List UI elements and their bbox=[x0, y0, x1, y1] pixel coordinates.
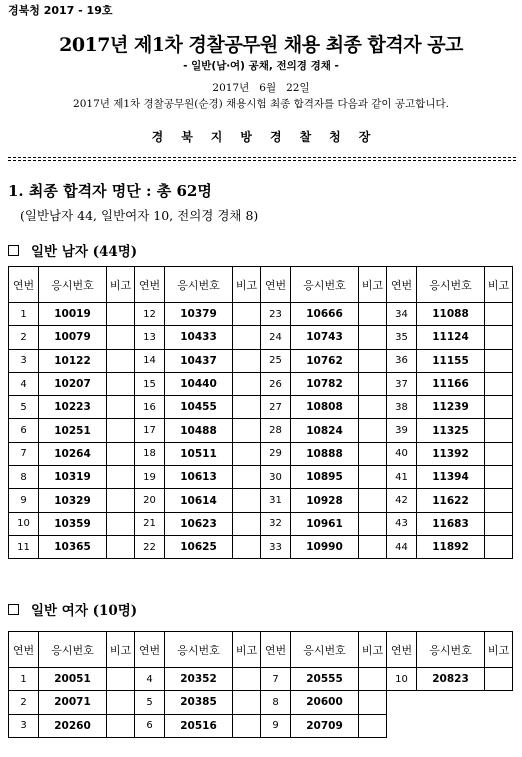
cell-note bbox=[485, 396, 513, 419]
cell-exam-no: 10455 bbox=[165, 396, 233, 419]
cell-index: 19 bbox=[135, 466, 165, 489]
cell-index: 2 bbox=[9, 326, 39, 349]
table-row bbox=[9, 668, 513, 691]
cell-exam-no: 10433 bbox=[165, 326, 233, 349]
cell-exam-no: 10928 bbox=[291, 489, 359, 512]
cell-note bbox=[359, 535, 387, 558]
cell-index: 10 bbox=[9, 512, 39, 535]
cell-exam-no: 10379 bbox=[165, 303, 233, 326]
table-header-row bbox=[9, 267, 513, 303]
male-results-table bbox=[8, 266, 513, 559]
col-header-exam-no: 응시번호 bbox=[165, 632, 233, 668]
cell-note bbox=[233, 691, 261, 714]
cell-exam-no: 11392 bbox=[417, 442, 485, 465]
cell-note bbox=[485, 489, 513, 512]
cell-index: 6 bbox=[9, 419, 39, 442]
col-header-exam-no: 응시번호 bbox=[291, 632, 359, 668]
table-row bbox=[9, 303, 513, 326]
cell-index: 16 bbox=[135, 396, 165, 419]
cell-index: 39 bbox=[387, 419, 417, 442]
square-bullet-icon bbox=[8, 245, 19, 256]
cell-exam-no: 10782 bbox=[291, 372, 359, 395]
cell-exam-no: 11622 bbox=[417, 489, 485, 512]
cell-exam-no: 10990 bbox=[291, 535, 359, 558]
cell-exam-no: 20071 bbox=[39, 691, 107, 714]
cell-exam-no: 10762 bbox=[291, 349, 359, 372]
cell-note bbox=[107, 466, 135, 489]
cell-exam-no: 10359 bbox=[39, 512, 107, 535]
group-title-female-label: 일반 여자 (10명) bbox=[31, 603, 138, 619]
cell-index: 5 bbox=[135, 691, 165, 714]
cell-exam-no: 10019 bbox=[39, 303, 107, 326]
agency-name: 경북지방경찰청장 bbox=[151, 130, 389, 144]
col-header-index: 연번 bbox=[135, 632, 165, 668]
cell-exam-no: 20516 bbox=[165, 714, 233, 737]
col-header-index: 연번 bbox=[9, 632, 39, 668]
cell-index: 22 bbox=[135, 535, 165, 558]
cell-index: 7 bbox=[261, 668, 291, 691]
cell-note bbox=[107, 714, 135, 737]
divider-line bbox=[8, 160, 516, 161]
col-header-index: 연번 bbox=[387, 632, 417, 668]
cell-exam-no: 11124 bbox=[417, 326, 485, 349]
cell-note bbox=[485, 372, 513, 395]
cell-index: 40 bbox=[387, 442, 417, 465]
cell-exam-no: 10824 bbox=[291, 419, 359, 442]
cell-note bbox=[107, 668, 135, 691]
col-header-index: 연번 bbox=[261, 632, 291, 668]
cell-exam-no: 10808 bbox=[291, 396, 359, 419]
cell-note bbox=[233, 396, 261, 419]
cell-note bbox=[107, 326, 135, 349]
cell-note bbox=[485, 349, 513, 372]
table-row bbox=[9, 535, 513, 558]
cell-note bbox=[485, 326, 513, 349]
cell-note bbox=[485, 442, 513, 465]
notice-date: 2017년 6월 22일 bbox=[212, 82, 310, 94]
cell-index: 23 bbox=[261, 303, 291, 326]
cell-note bbox=[107, 512, 135, 535]
cell-index: 8 bbox=[261, 691, 291, 714]
cell-exam-no: 20555 bbox=[291, 668, 359, 691]
cell-exam-no: 20051 bbox=[39, 668, 107, 691]
cell-index: 15 bbox=[135, 372, 165, 395]
page-subtitle: - 일반(남‧여) 공채, 전의경 경채 - bbox=[183, 60, 339, 72]
cell-exam-no: 10437 bbox=[165, 349, 233, 372]
square-bullet-icon bbox=[8, 604, 19, 615]
cell-empty bbox=[387, 714, 513, 737]
cell-note bbox=[359, 466, 387, 489]
table-header-row bbox=[9, 632, 513, 668]
cell-note bbox=[233, 466, 261, 489]
cell-note bbox=[107, 349, 135, 372]
cell-exam-no: 10895 bbox=[291, 466, 359, 489]
cell-index: 3 bbox=[9, 349, 39, 372]
cell-index: 5 bbox=[9, 396, 39, 419]
cell-exam-no: 20385 bbox=[165, 691, 233, 714]
col-header-note: 비고 bbox=[485, 267, 513, 303]
cell-index: 37 bbox=[387, 372, 417, 395]
cell-index: 28 bbox=[261, 419, 291, 442]
cell-exam-no: 10666 bbox=[291, 303, 359, 326]
cell-note bbox=[107, 691, 135, 714]
notice-text: 2017년 제1차 경찰공무원(순경) 채용시험 최종 합격자를 다음과 같이 공고합니다. bbox=[73, 98, 449, 110]
cell-exam-no: 10319 bbox=[39, 466, 107, 489]
female-results-table bbox=[8, 631, 513, 738]
cell-index: 12 bbox=[135, 303, 165, 326]
cell-note bbox=[233, 303, 261, 326]
group-title-female bbox=[8, 599, 137, 619]
section-summary: (일반남자 44, 일반여자 10, 전의경 경채 8) bbox=[20, 208, 259, 223]
cell-index: 11 bbox=[9, 535, 39, 558]
cell-index: 29 bbox=[261, 442, 291, 465]
cell-exam-no: 10440 bbox=[165, 372, 233, 395]
cell-note bbox=[359, 489, 387, 512]
cell-exam-no: 20600 bbox=[291, 691, 359, 714]
cell-index: 2 bbox=[9, 691, 39, 714]
cell-exam-no: 10207 bbox=[39, 372, 107, 395]
group-title-male-label: 일반 남자 (44명) bbox=[31, 244, 138, 260]
cell-index: 31 bbox=[261, 489, 291, 512]
cell-index: 35 bbox=[387, 326, 417, 349]
cell-exam-no: 11394 bbox=[417, 466, 485, 489]
cell-note bbox=[485, 466, 513, 489]
cell-exam-no: 11325 bbox=[417, 419, 485, 442]
cell-index: 9 bbox=[261, 714, 291, 737]
col-header-note: 비고 bbox=[107, 267, 135, 303]
col-header-index: 연번 bbox=[9, 267, 39, 303]
cell-exam-no: 10743 bbox=[291, 326, 359, 349]
cell-index: 32 bbox=[261, 512, 291, 535]
cell-exam-no: 11683 bbox=[417, 512, 485, 535]
cell-exam-no: 11239 bbox=[417, 396, 485, 419]
cell-exam-no: 11892 bbox=[417, 535, 485, 558]
cell-note bbox=[359, 326, 387, 349]
issue-number: 경북청 2017 - 19호 bbox=[8, 4, 113, 17]
cell-exam-no: 20823 bbox=[417, 668, 485, 691]
cell-exam-no: 10223 bbox=[39, 396, 107, 419]
cell-note bbox=[359, 396, 387, 419]
cell-exam-no: 10625 bbox=[165, 535, 233, 558]
cell-note bbox=[107, 396, 135, 419]
cell-index: 33 bbox=[261, 535, 291, 558]
col-header-note: 비고 bbox=[485, 632, 513, 668]
col-header-index: 연번 bbox=[387, 267, 417, 303]
cell-exam-no: 10623 bbox=[165, 512, 233, 535]
cell-index: 30 bbox=[261, 466, 291, 489]
table-row bbox=[9, 326, 513, 349]
cell-index: 25 bbox=[261, 349, 291, 372]
group-title-male bbox=[8, 240, 137, 260]
cell-index: 3 bbox=[9, 714, 39, 737]
cell-note bbox=[359, 714, 387, 737]
cell-exam-no: 10329 bbox=[39, 489, 107, 512]
cell-note bbox=[359, 512, 387, 535]
cell-exam-no: 10613 bbox=[165, 466, 233, 489]
cell-index: 13 bbox=[135, 326, 165, 349]
table-row bbox=[9, 714, 513, 737]
cell-exam-no: 10961 bbox=[291, 512, 359, 535]
cell-index: 6 bbox=[135, 714, 165, 737]
col-header-note: 비고 bbox=[233, 267, 261, 303]
cell-index: 18 bbox=[135, 442, 165, 465]
cell-index: 36 bbox=[387, 349, 417, 372]
cell-index: 38 bbox=[387, 396, 417, 419]
table-row bbox=[9, 442, 513, 465]
cell-index: 8 bbox=[9, 466, 39, 489]
cell-note bbox=[107, 372, 135, 395]
col-header-note: 비고 bbox=[233, 632, 261, 668]
cell-index: 43 bbox=[387, 512, 417, 535]
table-row bbox=[9, 396, 513, 419]
col-header-exam-no: 응시번호 bbox=[417, 632, 485, 668]
cell-exam-no: 20352 bbox=[165, 668, 233, 691]
cell-note bbox=[359, 668, 387, 691]
cell-note bbox=[233, 442, 261, 465]
cell-note bbox=[359, 442, 387, 465]
table-row bbox=[9, 419, 513, 442]
cell-index: 1 bbox=[9, 303, 39, 326]
cell-exam-no: 11088 bbox=[417, 303, 485, 326]
cell-note bbox=[485, 303, 513, 326]
cell-note bbox=[485, 535, 513, 558]
cell-index: 41 bbox=[387, 466, 417, 489]
cell-index: 44 bbox=[387, 535, 417, 558]
cell-index: 1 bbox=[9, 668, 39, 691]
cell-index: 21 bbox=[135, 512, 165, 535]
cell-note bbox=[359, 419, 387, 442]
cell-note bbox=[485, 668, 513, 691]
cell-index: 10 bbox=[387, 668, 417, 691]
cell-note bbox=[107, 442, 135, 465]
cell-index: 14 bbox=[135, 349, 165, 372]
cell-index: 9 bbox=[9, 489, 39, 512]
col-header-exam-no: 응시번호 bbox=[417, 267, 485, 303]
cell-index: 27 bbox=[261, 396, 291, 419]
cell-index: 7 bbox=[9, 442, 39, 465]
cell-index: 26 bbox=[261, 372, 291, 395]
cell-exam-no: 10251 bbox=[39, 419, 107, 442]
cell-exam-no: 20260 bbox=[39, 714, 107, 737]
col-header-exam-no: 응시번호 bbox=[165, 267, 233, 303]
cell-exam-no: 10888 bbox=[291, 442, 359, 465]
table-row bbox=[9, 489, 513, 512]
cell-note bbox=[233, 372, 261, 395]
table-row bbox=[9, 349, 513, 372]
col-header-note: 비고 bbox=[359, 632, 387, 668]
cell-note bbox=[359, 303, 387, 326]
cell-exam-no: 20709 bbox=[291, 714, 359, 737]
cell-note bbox=[485, 419, 513, 442]
cell-exam-no: 10488 bbox=[165, 419, 233, 442]
cell-note bbox=[359, 349, 387, 372]
cell-index: 24 bbox=[261, 326, 291, 349]
cell-index: 34 bbox=[387, 303, 417, 326]
cell-exam-no: 11166 bbox=[417, 372, 485, 395]
page-title: 2017년 제1차 경찰공무원 채용 최종 합격자 공고 bbox=[59, 34, 463, 56]
table-row bbox=[9, 691, 513, 714]
cell-exam-no: 10511 bbox=[165, 442, 233, 465]
cell-note bbox=[233, 349, 261, 372]
cell-index: 20 bbox=[135, 489, 165, 512]
cell-note bbox=[107, 489, 135, 512]
cell-note bbox=[107, 535, 135, 558]
table-row bbox=[9, 466, 513, 489]
cell-note bbox=[359, 691, 387, 714]
cell-empty bbox=[387, 691, 513, 714]
col-header-note: 비고 bbox=[359, 267, 387, 303]
cell-note bbox=[233, 714, 261, 737]
section-heading: 1. 최종 합격자 명단 : 총 62명 bbox=[8, 182, 212, 200]
table-row bbox=[9, 512, 513, 535]
cell-index: 17 bbox=[135, 419, 165, 442]
col-header-exam-no: 응시번호 bbox=[291, 267, 359, 303]
cell-index: 4 bbox=[9, 372, 39, 395]
cell-note bbox=[359, 372, 387, 395]
cell-exam-no: 10365 bbox=[39, 535, 107, 558]
col-header-note: 비고 bbox=[107, 632, 135, 668]
col-header-exam-no: 응시번호 bbox=[39, 632, 107, 668]
cell-exam-no: 10079 bbox=[39, 326, 107, 349]
cell-note bbox=[485, 512, 513, 535]
divider-line bbox=[8, 157, 516, 158]
cell-exam-no: 10614 bbox=[165, 489, 233, 512]
cell-exam-no: 10122 bbox=[39, 349, 107, 372]
cell-note bbox=[233, 535, 261, 558]
cell-note bbox=[233, 512, 261, 535]
col-header-index: 연번 bbox=[135, 267, 165, 303]
cell-note bbox=[233, 489, 261, 512]
cell-note bbox=[107, 303, 135, 326]
col-header-index: 연번 bbox=[261, 267, 291, 303]
table-row bbox=[9, 372, 513, 395]
cell-exam-no: 10264 bbox=[39, 442, 107, 465]
cell-note bbox=[233, 326, 261, 349]
cell-note bbox=[107, 419, 135, 442]
cell-note bbox=[233, 668, 261, 691]
cell-exam-no: 11155 bbox=[417, 349, 485, 372]
col-header-exam-no: 응시번호 bbox=[39, 267, 107, 303]
cell-index: 42 bbox=[387, 489, 417, 512]
cell-note bbox=[233, 419, 261, 442]
cell-index: 4 bbox=[135, 668, 165, 691]
